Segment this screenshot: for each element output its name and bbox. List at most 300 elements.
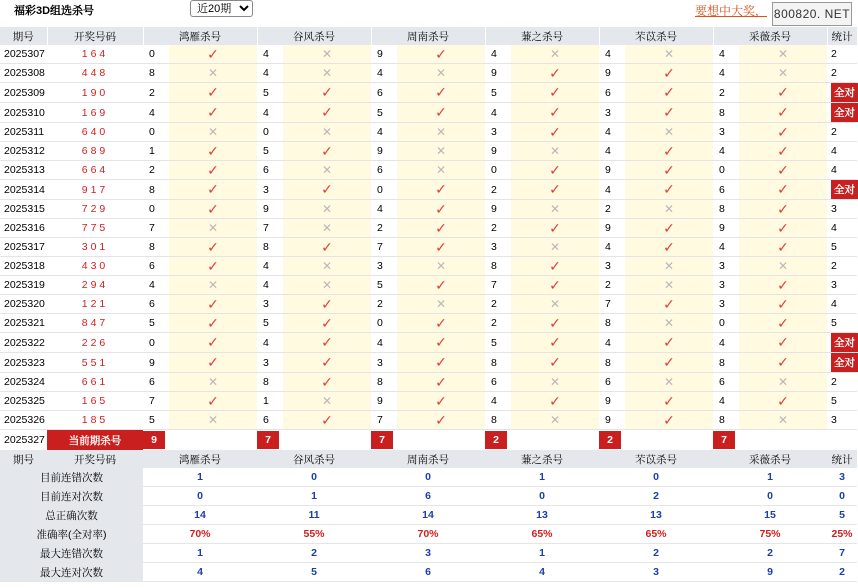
result-mark — [283, 276, 371, 295]
kill-number: 1 — [257, 392, 283, 411]
result-mark — [169, 142, 257, 161]
cross-icon: ✕ — [777, 66, 789, 80]
kill-number: 8 — [143, 180, 169, 200]
result-mark — [625, 123, 713, 142]
cross-icon: ✕ — [207, 66, 219, 80]
check-icon: ✓ — [777, 84, 789, 100]
result-mark — [397, 45, 485, 64]
result-mark — [739, 238, 827, 257]
kill-number: 9 — [371, 45, 397, 64]
stat-value: 2 — [713, 544, 827, 563]
stat-value: 25% — [827, 525, 857, 544]
kill-number: 5 — [257, 142, 283, 161]
kill-number: 9 — [485, 64, 511, 83]
check-icon: ✓ — [321, 181, 333, 197]
stat-cell — [827, 83, 857, 103]
kill-number: 2 — [485, 314, 511, 333]
result-mark — [169, 257, 257, 276]
stat-value: 65% — [599, 525, 713, 544]
check-icon: ✓ — [663, 219, 675, 236]
stat-value: 65% — [485, 525, 599, 544]
kill-number: 4 — [599, 142, 625, 161]
cross-icon: ✕ — [663, 316, 675, 330]
period-cell: 2025312 — [0, 142, 47, 161]
check-icon: ✓ — [777, 200, 789, 217]
kill-number: 0 — [143, 45, 169, 64]
result-mark — [283, 161, 371, 180]
col-period: 期号 — [0, 450, 47, 468]
stat-value: 14 — [371, 506, 485, 525]
period-cell: 2025323 — [0, 353, 47, 373]
check-icon: ✓ — [777, 392, 789, 409]
table-row — [0, 314, 857, 333]
kill-number: 3 — [371, 353, 397, 373]
kill-number: 8 — [485, 411, 511, 430]
draw-numbers: 661 — [47, 373, 143, 392]
cross-icon: ✕ — [777, 375, 789, 389]
result-mark — [739, 314, 827, 333]
check-icon: ✓ — [549, 181, 561, 197]
result-mark — [397, 103, 485, 123]
check-icon: ✓ — [435, 219, 447, 236]
check-icon: ✓ — [435, 314, 447, 331]
result-mark — [169, 295, 257, 314]
result-mark — [511, 392, 599, 411]
kill-number: 1 — [143, 142, 169, 161]
result-mark — [397, 392, 485, 411]
stat-cell: 4 — [827, 295, 857, 314]
check-icon: ✓ — [321, 295, 333, 312]
current-kill-number: 7 — [257, 431, 279, 449]
stat-value: 1 — [143, 468, 257, 487]
kill-number: 9 — [371, 392, 397, 411]
all-correct-badge: 全对 — [831, 83, 858, 102]
result-mark — [511, 314, 599, 333]
stat-value: 4 — [143, 563, 257, 582]
result-mark — [511, 276, 599, 295]
check-icon: ✓ — [207, 142, 219, 159]
result-mark — [169, 238, 257, 257]
check-icon: ✓ — [207, 257, 219, 274]
period-cell: 2025317 — [0, 238, 47, 257]
kill-number: 6 — [143, 257, 169, 276]
check-icon: ✓ — [663, 295, 675, 312]
stat-cell — [827, 180, 857, 200]
period-cell: 2025325 — [0, 392, 47, 411]
table-row — [0, 238, 857, 257]
kill-number: 2 — [485, 295, 511, 314]
table-row — [0, 257, 857, 276]
stat-value: 13 — [485, 506, 599, 525]
draw-numbers: 847 — [47, 314, 143, 333]
result-mark — [283, 45, 371, 64]
period-cell: 2025315 — [0, 200, 47, 219]
kill-number: 4 — [143, 276, 169, 295]
cross-icon: ✕ — [435, 259, 447, 273]
result-mark — [739, 123, 827, 142]
stat-value: 4 — [485, 563, 599, 582]
col-numbers: 开奖号码 — [47, 450, 143, 468]
all-correct-badge: 全对 — [831, 103, 858, 122]
result-mark — [169, 103, 257, 123]
draw-numbers: 448 — [47, 64, 143, 83]
check-icon: ✓ — [207, 354, 219, 370]
check-icon: ✓ — [777, 295, 789, 312]
check-icon: ✓ — [207, 295, 219, 312]
stat-value: 6 — [371, 563, 485, 582]
check-icon: ✓ — [321, 411, 333, 428]
check-icon: ✓ — [321, 373, 333, 390]
kill-number: 0 — [143, 333, 169, 353]
period-cell: 2025318 — [0, 257, 47, 276]
stat-value: 1 — [257, 487, 371, 506]
period-select[interactable] — [190, 0, 253, 17]
kill-number: 7 — [143, 392, 169, 411]
col-killer: 谷风杀号 — [257, 450, 371, 468]
stat-value: 0 — [371, 468, 485, 487]
kill-number: 0 — [713, 314, 739, 333]
result-mark — [397, 123, 485, 142]
check-icon: ✓ — [207, 104, 219, 120]
check-icon: ✓ — [549, 123, 561, 140]
check-icon: ✓ — [321, 104, 333, 120]
site-badge: 800820. NET — [772, 2, 852, 26]
check-icon: ✓ — [777, 123, 789, 140]
result-mark — [397, 64, 485, 83]
kill-number: 3 — [257, 353, 283, 373]
stat-value: 2 — [257, 544, 371, 563]
stat-value: 3 — [371, 544, 485, 563]
kill-number: 8 — [599, 314, 625, 333]
table-row — [0, 276, 857, 295]
check-icon: ✓ — [663, 238, 675, 255]
check-icon: ✓ — [207, 45, 219, 62]
blank-cell — [511, 430, 599, 451]
result-mark — [283, 64, 371, 83]
result-mark — [511, 123, 599, 142]
result-mark — [625, 295, 713, 314]
current-kill-number: 7 — [371, 431, 393, 449]
table-row — [0, 142, 857, 161]
table-row — [0, 103, 857, 123]
check-icon: ✓ — [321, 142, 333, 159]
stat-value: 7 — [827, 544, 857, 563]
current-period-row — [0, 430, 857, 451]
result-mark — [169, 333, 257, 353]
stats-row — [0, 544, 857, 563]
stat-value: 3 — [599, 563, 713, 582]
table-row — [0, 373, 857, 392]
result-mark — [397, 142, 485, 161]
stat-label: 最大连对次数 — [0, 563, 143, 582]
cross-icon: ✕ — [777, 413, 789, 427]
result-mark — [169, 64, 257, 83]
cross-icon: ✕ — [777, 259, 789, 273]
kill-number: 3 — [485, 123, 511, 142]
check-icon: ✓ — [549, 219, 561, 236]
kill-number: 5 — [143, 411, 169, 430]
kill-number: 0 — [143, 123, 169, 142]
kill-number: 4 — [257, 276, 283, 295]
kill-number: 6 — [257, 411, 283, 430]
current-kill-cell — [257, 430, 283, 451]
stat-cell: 2 — [827, 123, 857, 142]
kill-number: 5 — [143, 314, 169, 333]
stat-value: 2 — [599, 487, 713, 506]
cross-icon: ✕ — [549, 47, 561, 61]
period-cell: 2025320 — [0, 295, 47, 314]
stat-cell — [827, 103, 857, 123]
cross-icon: ✕ — [663, 202, 675, 216]
kill-number: 3 — [257, 295, 283, 314]
stat-value: 70% — [371, 525, 485, 544]
check-icon: ✓ — [663, 411, 675, 428]
table-row — [0, 83, 857, 103]
stat-label: 准确率(全对率) — [0, 525, 143, 544]
result-mark — [511, 45, 599, 64]
result-mark — [397, 373, 485, 392]
draw-numbers: 729 — [47, 200, 143, 219]
kill-number: 0 — [371, 180, 397, 200]
check-icon: ✓ — [435, 238, 447, 255]
stat-value: 0 — [257, 468, 371, 487]
stat-value: 1 — [143, 544, 257, 563]
result-mark — [169, 276, 257, 295]
check-icon: ✓ — [777, 161, 789, 178]
stat-value: 9 — [713, 563, 827, 582]
check-icon: ✓ — [435, 181, 447, 197]
kill-number: 2 — [599, 276, 625, 295]
kill-number: 6 — [713, 373, 739, 392]
result-mark — [739, 373, 827, 392]
result-mark — [625, 257, 713, 276]
period-cell: 2025319 — [0, 276, 47, 295]
result-mark — [739, 103, 827, 123]
kill-number: 8 — [713, 103, 739, 123]
period-cell: 2025311 — [0, 123, 47, 142]
stat-cell: 2 — [827, 45, 857, 64]
period-cell: 2025310 — [0, 103, 47, 123]
check-icon: ✓ — [777, 219, 789, 236]
kill-number: 8 — [371, 373, 397, 392]
check-icon: ✓ — [777, 334, 789, 350]
stat-value: 11 — [257, 506, 371, 525]
result-mark — [169, 200, 257, 219]
period-cell: 2025316 — [0, 219, 47, 238]
check-icon: ✓ — [207, 200, 219, 217]
result-mark — [169, 411, 257, 430]
current-kill-number: 7 — [713, 431, 735, 449]
stat-value: 1 — [485, 468, 599, 487]
current-kill-cell — [371, 430, 397, 451]
kill-number: 9 — [257, 200, 283, 219]
kill-number: 2 — [143, 161, 169, 180]
stat-cell — [827, 353, 857, 373]
kill-number: 8 — [713, 411, 739, 430]
kill-number: 8 — [257, 373, 283, 392]
kill-number: 3 — [713, 295, 739, 314]
kill-number: 7 — [257, 219, 283, 238]
draw-numbers: 165 — [47, 392, 143, 411]
kill-number: 8 — [143, 238, 169, 257]
kill-number: 3 — [713, 276, 739, 295]
result-mark — [511, 373, 599, 392]
result-mark — [625, 142, 713, 161]
col-killer-6: 采薇杀号 — [713, 27, 827, 45]
kill-number: 3 — [713, 123, 739, 142]
stat-cell: 4 — [827, 161, 857, 180]
cross-icon: ✕ — [321, 278, 333, 292]
check-icon: ✓ — [435, 45, 447, 62]
cross-icon: ✕ — [207, 413, 219, 427]
check-icon: ✓ — [321, 84, 333, 100]
blank-cell — [169, 430, 257, 451]
stat-label: 最大连错次数 — [0, 544, 143, 563]
stat-value: 0 — [143, 487, 257, 506]
check-icon: ✓ — [777, 314, 789, 331]
result-mark — [511, 103, 599, 123]
kill-number: 8 — [485, 257, 511, 276]
stat-cell: 3 — [827, 276, 857, 295]
kill-number: 0 — [143, 200, 169, 219]
current-kill-label: 当前期杀号 — [47, 430, 143, 451]
check-icon: ✓ — [207, 84, 219, 100]
top-bar — [0, 0, 851, 26]
stat-value: 14 — [143, 506, 257, 525]
draw-numbers: 164 — [47, 45, 143, 64]
cross-icon: ✕ — [435, 144, 447, 158]
promo-link[interactable]: 要想中大奖， — [695, 4, 768, 18]
kill-number: 3 — [257, 180, 283, 200]
kill-number: 0 — [485, 161, 511, 180]
kill-number: 7 — [143, 219, 169, 238]
result-mark — [169, 180, 257, 200]
check-icon: ✓ — [207, 392, 219, 409]
page-title: 福彩3D组选杀号 — [14, 5, 95, 17]
result-mark — [739, 353, 827, 373]
result-mark — [511, 353, 599, 373]
kill-number: 0 — [713, 161, 739, 180]
kill-number: 4 — [713, 238, 739, 257]
result-mark — [397, 238, 485, 257]
result-mark — [283, 257, 371, 276]
result-mark — [739, 295, 827, 314]
kill-number: 2 — [485, 219, 511, 238]
result-mark — [283, 373, 371, 392]
draw-numbers: 185 — [47, 411, 143, 430]
draw-numbers: 226 — [47, 333, 143, 353]
period-cell: 2025314 — [0, 180, 47, 200]
result-mark — [397, 295, 485, 314]
check-icon: ✓ — [777, 104, 789, 120]
kill-number: 8 — [143, 64, 169, 83]
result-mark — [511, 161, 599, 180]
result-mark — [511, 238, 599, 257]
result-mark — [283, 219, 371, 238]
result-mark — [625, 64, 713, 83]
result-mark — [397, 411, 485, 430]
kill-number: 6 — [713, 180, 739, 200]
blank-cell — [625, 430, 713, 451]
result-mark — [283, 142, 371, 161]
period-cell: 2025307 — [0, 45, 47, 64]
kill-number: 2 — [143, 83, 169, 103]
result-mark — [625, 83, 713, 103]
kill-number: 4 — [257, 333, 283, 353]
check-icon: ✓ — [549, 276, 561, 293]
stat-cell: 3 — [827, 411, 857, 430]
cross-icon: ✕ — [663, 125, 675, 139]
kill-number: 8 — [485, 353, 511, 373]
stats-row — [0, 563, 857, 582]
kill-number: 7 — [485, 276, 511, 295]
check-icon: ✓ — [321, 334, 333, 350]
result-mark — [169, 219, 257, 238]
current-kill-number: 9 — [143, 431, 165, 449]
result-mark — [169, 392, 257, 411]
stat-value: 1 — [713, 468, 827, 487]
result-mark — [169, 353, 257, 373]
blank-cell — [827, 430, 857, 451]
check-icon: ✓ — [663, 84, 675, 100]
kill-number: 2 — [371, 219, 397, 238]
table-row — [0, 64, 857, 83]
check-icon: ✓ — [435, 276, 447, 293]
result-mark — [625, 314, 713, 333]
result-mark — [625, 392, 713, 411]
col-killer-4: 蒹之杀号 — [485, 27, 599, 45]
stat-label: 目前连对次数 — [0, 487, 143, 506]
period-cell: 2025322 — [0, 333, 47, 353]
check-icon: ✓ — [435, 373, 447, 390]
stats-header — [0, 450, 857, 468]
result-mark — [169, 45, 257, 64]
kill-number: 9 — [599, 219, 625, 238]
check-icon: ✓ — [663, 161, 675, 178]
check-icon: ✓ — [549, 334, 561, 350]
result-mark — [283, 333, 371, 353]
result-mark — [511, 411, 599, 430]
draw-numbers: 689 — [47, 142, 143, 161]
stat-cell: 4 — [827, 142, 857, 161]
all-correct-badge: 全对 — [831, 180, 858, 199]
result-mark — [739, 219, 827, 238]
result-mark — [283, 314, 371, 333]
kill-number: 4 — [485, 103, 511, 123]
result-mark — [511, 200, 599, 219]
stat-value: 0 — [485, 487, 599, 506]
stat-label: 目前连错次数 — [0, 468, 143, 487]
result-mark — [397, 180, 485, 200]
result-mark — [625, 238, 713, 257]
stats-row — [0, 487, 857, 506]
check-icon: ✓ — [207, 334, 219, 350]
cross-icon: ✕ — [207, 375, 219, 389]
kill-number: 4 — [599, 45, 625, 64]
result-mark — [739, 83, 827, 103]
kill-number: 5 — [257, 314, 283, 333]
stat-value: 13 — [599, 506, 713, 525]
cross-icon: ✕ — [549, 375, 561, 389]
kill-number: 8 — [713, 200, 739, 219]
stats-row — [0, 525, 857, 544]
draw-numbers: 551 — [47, 353, 143, 373]
period-cell: 2025321 — [0, 314, 47, 333]
kill-number: 3 — [485, 238, 511, 257]
result-mark — [625, 373, 713, 392]
result-mark — [625, 45, 713, 64]
stat-value: 6 — [371, 487, 485, 506]
